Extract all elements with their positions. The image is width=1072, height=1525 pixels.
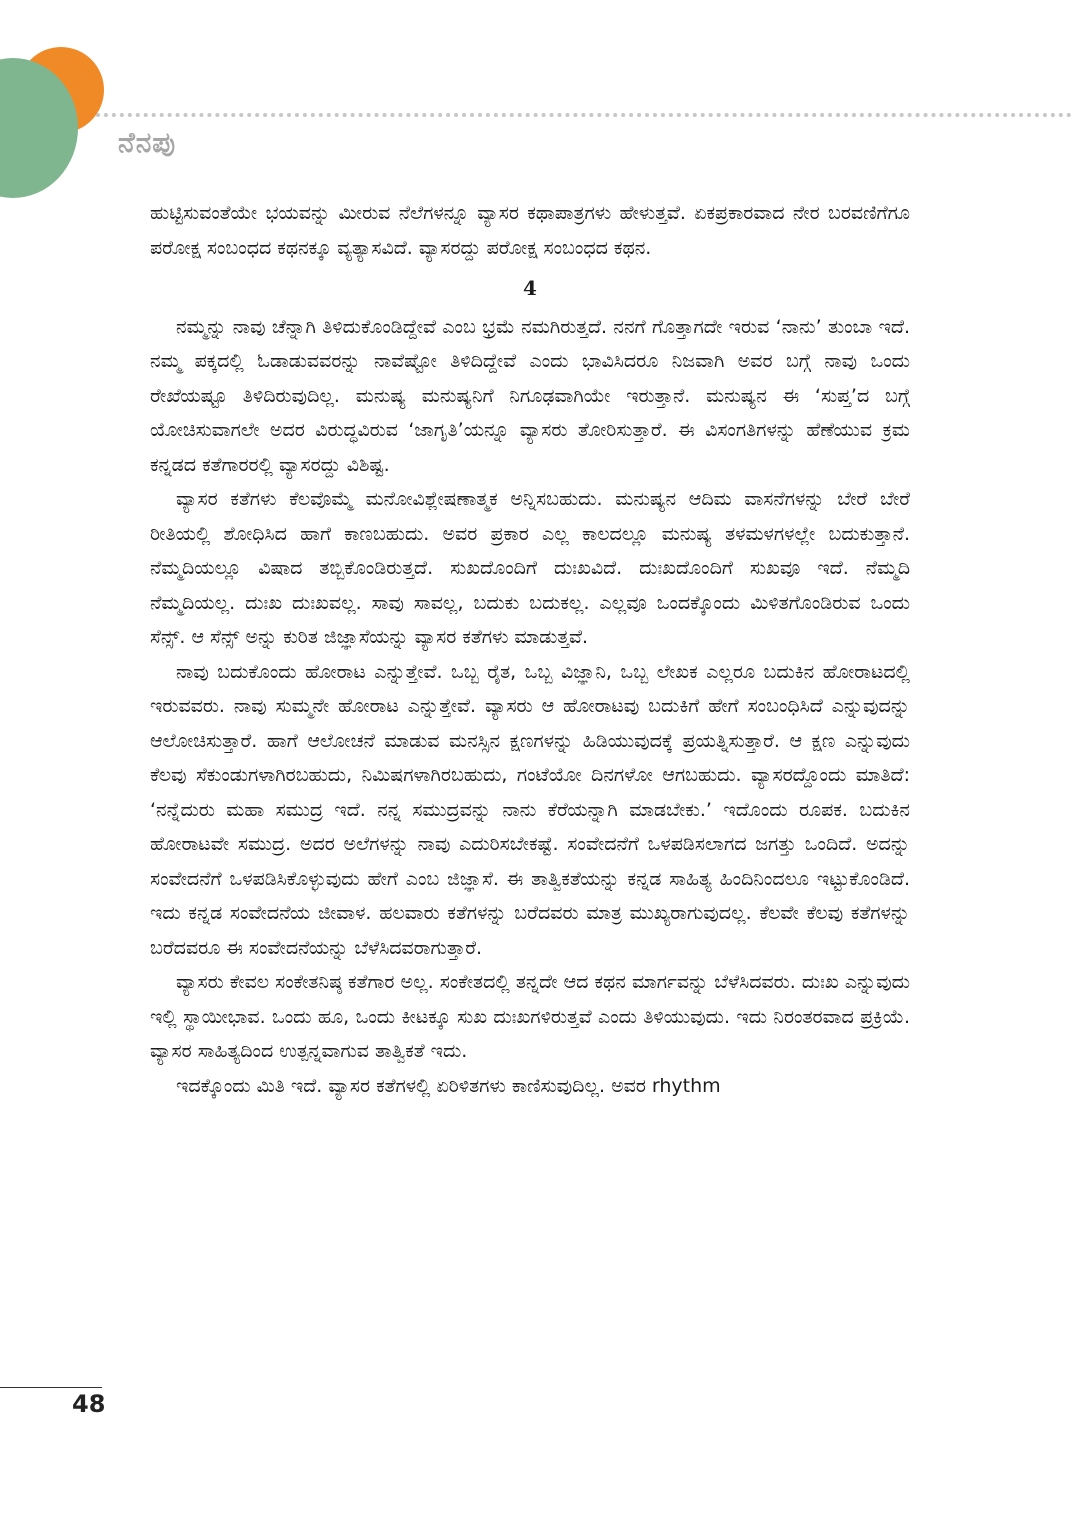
body-paragraph: ನಮ್ಮನ್ನು ನಾವು ಚೆನ್ನಾಗಿ ತಿಳಿದುಕೊಂಡಿದ್ದೇವೆ ಎಂಬ ಭ್ರಮೆ ನಮಗಿರುತ್ತದೆ. ನನಗೆ ಗೊತ್ತಾಗದೇ ಇರುವ ‘ನಾನು’ ತುಂಬಾ ಇದೆ. ನಮ್ಮ ಪಕ್ಕದಲ್ಲಿ ಓಡಾಡುವವರನ್ನು ನಾವೆಷ್ಟೋ ತಿಳಿದಿದ್ದೇವೆ ಎಂದು ಭಾವಿಸಿದರೂ ನಿಜವಾಗಿ ಅವರ ಬಗ್ಗೆ ನಾವು ಒಂದು ರೇಖೆಯಷ್ಟೂ ತಿಳಿದಿರುವುದಿಲ್ಲ. ಮನುಷ್ಯ ಮನುಷ್ಯನಿಗೆ ನಿಗೂಢವಾಗಿಯೇ ಇರುತ್ತಾನೆ. ಮನುಷ್ಯನ ಈ ‘ಸುಪ್ತ’ದ ಬಗ್ಗೆ ಯೋಚಿಸುವಾಗಲೇ ಅದರ ವಿರುದ್ಧವಿರುವ ‘ಜಾಗೃತಿ’ಯನ್ನೂ ವ್ಯಾಸರು ತೋರಿಸುತ್ತಾರೆ. ಈ ವಿಸಂಗತಿಗಳನ್ನು ಹೆಣೆಯುವ ಕ್ರಮ ಕನ್ನಡದ ಕತೆಗಾರರಲ್ಲಿ ವ್ಯಾಸರದ್ದು ವಿಶಿಷ್ಟ. — [150, 315, 910, 476]
section-title: ನೆನಪು — [118, 126, 177, 159]
body-paragraph: ವ್ಯಾಸರು ಕೇವಲ ಸಂಕೇತನಿಷ್ಠ ಕತೆಗಾರ ಅಲ್ಲ. ಸಂಕೇತದಲ್ಲಿ ತನ್ನದೇ ಆದ ಕಥನ ಮಾರ್ಗವನ್ನು ಬೆಳೆಸಿದವರು. ದುಃಖ ಎನ್ನುವುದು ಇಲ್ಲಿ ಸ್ಥಾಯೀಭಾವ. ಒಂದು ಹೂ, ಒಂದು ಕೀಟಕ್ಕೂ ಸುಖ ದುಃಖಗಳಿರುತ್ತವೆ ಎಂದು ತಿಳಿಯುವುದು. ಇದು ನಿರಂತರವಾದ ಪ್ರಕ್ರಿಯೆ. ವ್ಯಾಸರ ಸಾಹಿತ್ಯದಿಂದ ಉತ್ಪನ್ನವಾಗುವ ತಾತ್ವಿಕತೆ ಇದು. — [150, 971, 910, 1062]
header-dotted-rule — [96, 113, 1072, 117]
body-paragraph: ಇದಕ್ಕೊಂದು ಮಿತಿ ಇದೆ. ವ್ಯಾಸರ ಕತೆಗಳಲ್ಲಿ ಏರಿಳಿತಗಳು ಕಾಣಿಸುವುದಿಲ್ಲ. ಅವರ rhythm — [176, 1074, 721, 1097]
page-body — [150, 196, 910, 1103]
body-paragraph: ವ್ಯಾಸರ ಕತೆಗಳು ಕೆಲವೊಮ್ಮೆ ಮನೋವಿಶ್ಲೇಷಣಾತ್ಮಕ ಅನ್ನಿಸಬಹುದು. ಮನುಷ್ಯನ ಆದಿಮ ವಾಸನೆಗಳನ್ನು ಬೇರೆ ಬೇರೆ ರೀತಿಯಲ್ಲಿ ಶೋಧಿಸಿದ ಹಾಗೆ ಕಾಣಬಹುದು. ಅವರ ಪ್ರಕಾರ ಎಲ್ಲ ಕಾಲದಲ್ಲೂ ಮನುಷ್ಯ ತಳಮಳಗಳಲ್ಲೇ ಬದುಕುತ್ತಾನೆ. ನೆಮ್ಮದಿಯಲ್ಲೂ ವಿಷಾದ ತಬ್ಬಿಕೊಂಡಿರುತ್ತದೆ. ಸುಖದೊಂದಿಗೆ ದುಃಖವಿದೆ. ದುಃಖದೊಂದಿಗೆ ಸುಖವೂ ಇದೆ. ನೆಮ್ಮದಿ ನೆಮ್ಮದಿಯಲ್ಲ. ದುಃಖ ದುಃಖವಲ್ಲ. ಸಾವು ಸಾವಲ್ಲ, ಬದುಕು ಬದುಕಲ್ಲ. ಎಲ್ಲವೂ ಒಂದಕ್ಕೊಂದು ಮಿಳಿತಗೊಂಡಿರುವ ಒಂದು ಸೆನ್ಸ್. ಆ ಸೆನ್ಸ್ ಅನ್ನು ಕುರಿತ ಜಿಜ್ಞಾಸೆಯನ್ನು ವ್ಯಾಸರ ಕತೆಗಳು ಮಾಡುತ್ತವೆ. — [150, 488, 910, 648]
page-number: 48 — [72, 1390, 106, 1418]
body-paragraph: ನಾವು ಬದುಕೊಂದು ಹೋರಾಟ ಎನ್ನುತ್ತೇವೆ. ಒಬ್ಬ ರೈತ, ಒಬ್ಬ ವಿಜ್ಞಾನಿ, ಒಬ್ಬ ಲೇಖಕ ಎಲ್ಲರೂ ಬದುಕಿನ ಹೋರಾಟದಲ್ಲಿ ಇರುವವರು. ನಾವು ಸುಮ್ಮನೇ ಹೋರಾಟ ಎನ್ನುತ್ತೇವೆ. ವ್ಯಾಸರು ಆ ಹೋರಾಟವು ಬದುಕಿಗೆ ಹೇಗೆ ಸಂಬಂಧಿಸಿದೆ ಎನ್ನುವುದನ್ನು ಆಲೋಚಿಸುತ್ತಾರೆ. ಹಾಗೆ ಆಲೋಚನೆ ಮಾಡುವ ಮನಸ್ಸಿನ ಕ್ಷಣಗಳನ್ನು ಹಿಡಿಯುವುದಕ್ಕೆ ಪ್ರಯತ್ನಿಸುತ್ತಾರೆ. ಆ ಕ್ಷಣ ಎನ್ನುವುದು ಕೆಲವು ಸೆಕುಂಡುಗಳಾಗಿರಬಹುದು, ನಿಮಿಷಗಳಾಗಿರಬಹುದು, ಗಂಟೆಯೋ ದಿನಗಳೋ ಆಗಬಹುದು. ವ್ಯಾಸರದ್ದೊಂದು ಮಾತಿದೆ: ‘ನನ್ನೆದುರು ಮಹಾ ಸಮುದ್ರ ಇದೆ. ನನ್ನ ಸಮುದ್ರವನ್ನು ನಾನು ಕೆರೆಯನ್ನಾಗಿ ಮಾಡಬೇಕು.’ ಇದೊಂದು ರೂಪಕ. ಬದುಕಿನ ಹೋರಾಟವೇ ಸಮುದ್ರ. ಅದರ ಅಲೆಗಳನ್ನು ನಾವು ಎದುರಿಸಬೇಕಷ್ಟೆ. ಸಂವೇದನೆಗೆ ಒಳಪಡಿಸಲಾಗದ ಜಗತ್ತು ಒಂದಿದೆ. ಅದನ್ನು ಸಂವೇದನೆಗೆ ಒಳಪಡಿಸಿಕೊಳ್ಳುವುದು ಹೇಗೆ ಎಂಬ ಜಿಜ್ಞಾಸೆ. ಈ ತಾತ್ವಿಕತೆಯನ್ನು ಕನ್ನಡ ಸಾಹಿತ್ಯ ಹಿಂದಿನಿಂದಲೂ ಇಟ್ಟುಕೊಂಡಿದೆ. ಇದು ಕನ್ನಡ ಸಂವೇದನೆಯ ಜೀವಾಳ. ಹಲವಾರು ಕತೆಗಳನ್ನು ಬರೆದವರು ಮಾತ್ರ ಮುಖ್ಯರಾಗುವುದಲ್ಲ. ಕೆಲವೇ ಕೆಲವು ಕತೆಗಳನ್ನು ಬರೆದವರೂ ಈ ಸಂವೇದನೆಯನ್ನು ಬೆಳೆಸಿದವರಾಗುತ್ತಾರೆ. — [150, 660, 910, 959]
intro-paragraph: ಹುಟ್ಟಿಸುವಂತೆಯೇ ಭಯವನ್ನು ಮೀರುವ ನೆಲೆಗಳನ್ನೂ ವ್ಯಾಸರ ಕಥಾಪಾತ್ರಗಳು ಹೇಳುತ್ತವೆ. ಏಕಪ್ರಕಾರವಾದ ನೇರ ಬರವಣಿಗೆಗೂ ಪರೋಕ್ಷ ಸಂಬಂಧದ ಕಥನಕ್ಕೂ ವ್ಯತ್ಯಾಸವಿದೆ. ವ್ಯಾಸರದ್ದು ಪರೋಕ್ಷ ಸಂಬಂಧದ ಕಥನ. — [150, 202, 910, 259]
section-number: 4 — [523, 276, 537, 300]
footer-rule — [0, 1387, 102, 1388]
